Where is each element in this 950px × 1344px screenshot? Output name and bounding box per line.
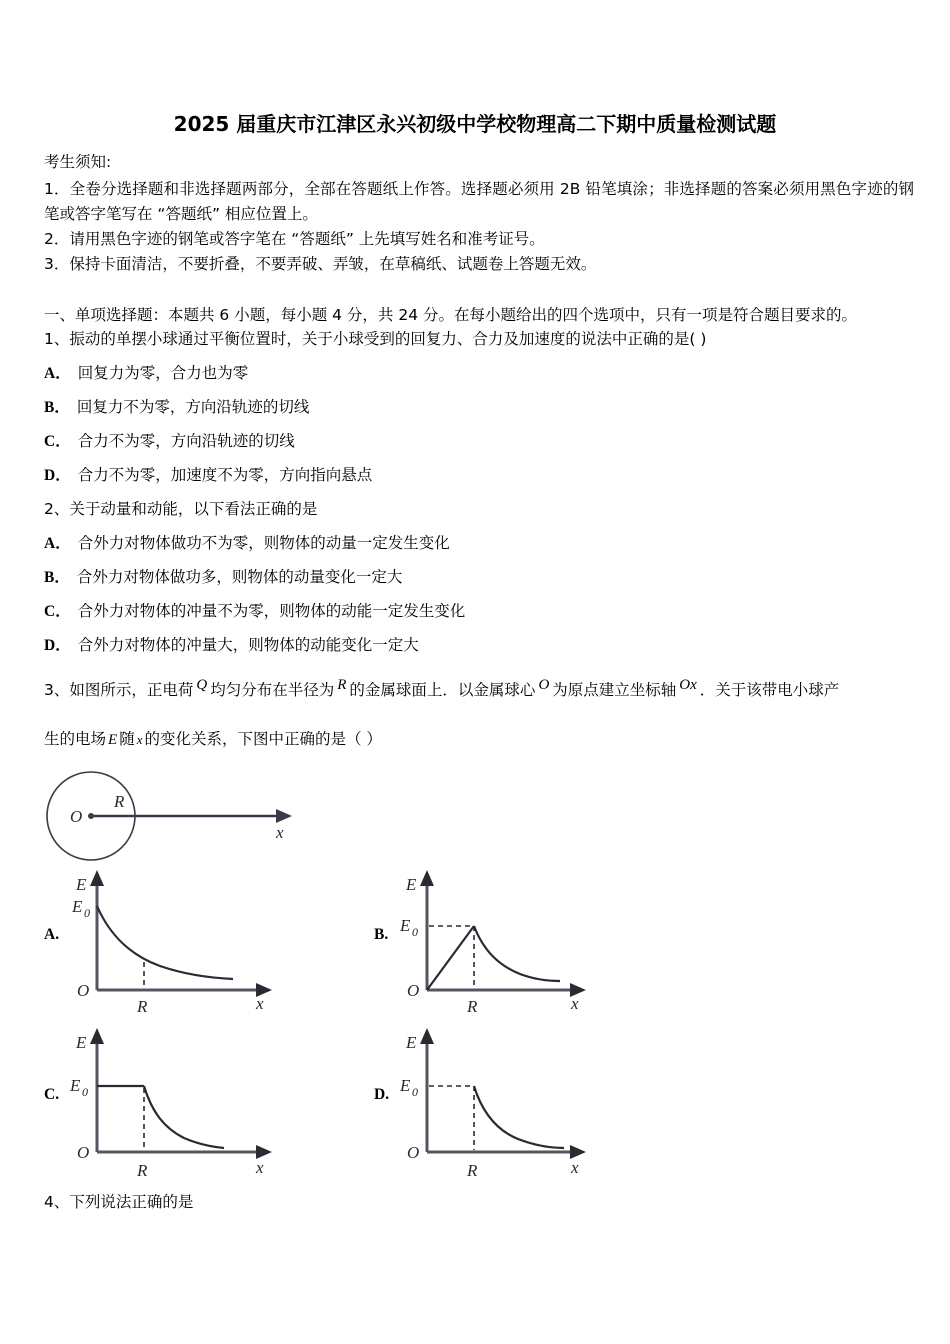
option-b-graph[interactable] (370, 868, 670, 1018)
question-4-stem (44, 1190, 924, 1214)
question-1-option-b[interactable] (44, 396, 924, 419)
decay-curve-c (144, 1086, 224, 1148)
math-var-E: E (108, 732, 118, 748)
question-1-option-d[interactable] (44, 464, 924, 487)
y-axis-label-b: E (406, 875, 417, 894)
y-tick-label-d: E (400, 1076, 411, 1095)
notice-item-2: 2．请用黑色字迹的钢笔或答字笔在 “答题纸” 上先填写姓名和准考证号。 (44, 230, 545, 248)
option-a-letter: A. (44, 926, 60, 943)
option-text: 合力不为零，方向沿轨迹的切线 (77, 432, 295, 450)
question-3-stem-line-1 (44, 672, 934, 703)
math-var-O: O (538, 677, 550, 693)
x-axis-label-c: x (256, 1158, 264, 1177)
question-4-number: 4、 (44, 1193, 70, 1211)
option-label: D． (44, 637, 71, 654)
question-3-number: 3、 (44, 681, 70, 700)
option-c-graph[interactable] (40, 1028, 340, 1183)
y-tick-label-c: E (70, 1076, 81, 1095)
origin-label-b: O (407, 981, 420, 1000)
x-tick-label-b: R (467, 997, 478, 1016)
option-label: C． (44, 603, 71, 620)
y-axis-label-d: E (406, 1033, 417, 1052)
y-axis-arrow-c (90, 1028, 104, 1044)
section-heading: 一、单项选择题：本题共 6 小题，每小题 4 分，共 24 分。在每小题给出的四个选项中，只有一项是符合题目要求的。 (44, 306, 858, 324)
math-var-Ox: Ox (679, 677, 697, 693)
x-tick-label-d: R (467, 1161, 478, 1180)
question-1-number: 1、 (44, 330, 70, 348)
question-2-text: 关于动量和动能，以下看法正确的是 (69, 500, 318, 518)
y-axis-arrow-b (420, 870, 434, 886)
sphere-center-label: O (70, 807, 83, 826)
option-text: 合外力对物体的冲量不为零，则物体的动能一定发生变化 (77, 602, 466, 620)
y-tick-label-a: E (72, 897, 83, 916)
option-label: A． (44, 535, 71, 552)
question-3-line2-a: 生的电场 (44, 730, 107, 748)
math-var-x: x (136, 732, 143, 747)
question-3-text-part-3: 的金属球面上．以金属球心 (349, 681, 536, 700)
option-b-letter: B. (374, 926, 389, 943)
notice-item-1: 1．全卷分选择题和非选择题两部分，全部在答题纸上作答。选择题必须用 2B 铅笔填涂；非选择题的答案必须用黑色字迹的钢笔或答字笔写在 “答题纸” 相应位置上。 (44, 180, 914, 223)
option-label: B． (44, 569, 70, 586)
x-tick-label-c: R (137, 1161, 148, 1180)
question-4-text: 下列说法正确的是 (69, 1193, 194, 1211)
decay-curve-b (474, 926, 560, 981)
question-2-number: 2、 (44, 500, 70, 518)
option-d-letter: D. (374, 1086, 390, 1103)
charged-sphere-figure (44, 762, 344, 870)
option-text: 合外力对物体的冲量大，则物体的动能变化一定大 (77, 636, 419, 654)
question-1-option-a[interactable] (44, 362, 924, 385)
x-axis-arrowhead (276, 809, 292, 823)
question-3-text-part-1: 如图所示，正电荷 (69, 681, 194, 700)
question-2-option-c[interactable] (44, 600, 924, 623)
question-2-stem (44, 497, 924, 521)
option-text: 回复力为零，合力也为零 (77, 364, 249, 382)
x-axis-arrow-d (570, 1145, 586, 1159)
option-label: D． (44, 467, 71, 484)
notice-item-3: 3．保持卡面清洁，不要折叠，不要弄破、弄皱，在草稿纸、试题卷上答题无效。 (44, 255, 597, 273)
question-1-option-c[interactable] (44, 430, 924, 453)
y-axis-arrow-a (90, 870, 104, 886)
y-tick-label-b: E (400, 916, 411, 935)
question-1-text: 振动的单摆小球通过平衡位置时，关于小球受到的回复力、合力及加速度的说法中正确的是( ) (69, 330, 707, 348)
math-var-R: R (337, 677, 347, 693)
math-var-Q: Q (196, 677, 208, 693)
sphere-radius-label: R (114, 792, 125, 811)
question-1-stem (44, 327, 924, 351)
question-2-option-a[interactable] (44, 532, 924, 555)
y-axis-arrow-d (420, 1028, 434, 1044)
option-c-letter: C. (44, 1086, 60, 1103)
decay-curve-d (474, 1086, 564, 1148)
option-label: B． (44, 399, 70, 416)
option-text: 合力不为零，加速度不为零，方向指向悬点 (77, 466, 373, 484)
option-text: 回复力不为零，方向沿轨迹的切线 (76, 398, 310, 416)
sphere-axis-label: x (276, 823, 284, 842)
y-tick-sub-d: 0 (412, 1085, 418, 1099)
y-axis-label-c: E (76, 1033, 87, 1052)
x-axis-label-d: x (571, 1158, 579, 1177)
curve-a (97, 906, 233, 979)
x-axis-label-b: x (571, 994, 579, 1013)
rising-line-b (427, 926, 474, 990)
y-tick-sub-c: 0 (82, 1085, 88, 1099)
page-title: 2025 届重庆市江津区永兴初级中学校物理高二下期中质量检测试题 (173, 112, 777, 136)
question-3-text-part-4: 为原点建立坐标轴 (552, 681, 677, 700)
origin-label-c: O (77, 1143, 90, 1162)
option-text: 合外力对物体做功不为零，则物体的动量一定发生变化 (77, 534, 450, 552)
y-tick-sub-a: 0 (84, 906, 90, 920)
question-3-text-part-2: 均匀分布在半径为 (210, 681, 335, 700)
question-2-option-b[interactable] (44, 566, 924, 589)
x-tick-label-a: R (137, 997, 148, 1016)
option-d-graph[interactable] (370, 1028, 670, 1183)
notice-heading: 考生须知: (44, 153, 112, 171)
origin-label-a: O (77, 981, 90, 1000)
option-label: A． (44, 365, 71, 382)
question-2-option-d[interactable] (44, 634, 924, 657)
question-3-text-part-5: ．关于该带电小球产 (699, 681, 840, 700)
question-3-line2-b: 随 (119, 730, 135, 748)
option-text: 合外力对物体做功多，则物体的动量变化一定大 (76, 568, 403, 586)
question-3-line2-c: 的变化关系，下图中正确的是（ ） (144, 730, 382, 748)
question-3-stem-line-2 (44, 726, 934, 753)
option-a-graph[interactable] (40, 868, 340, 1018)
y-tick-sub-b: 0 (412, 925, 418, 939)
option-label: C． (44, 433, 71, 450)
y-axis-label-a: E (76, 875, 87, 894)
x-axis-arrow-c (256, 1145, 272, 1159)
x-axis-label-a: x (256, 994, 264, 1013)
origin-label-d: O (407, 1143, 420, 1162)
